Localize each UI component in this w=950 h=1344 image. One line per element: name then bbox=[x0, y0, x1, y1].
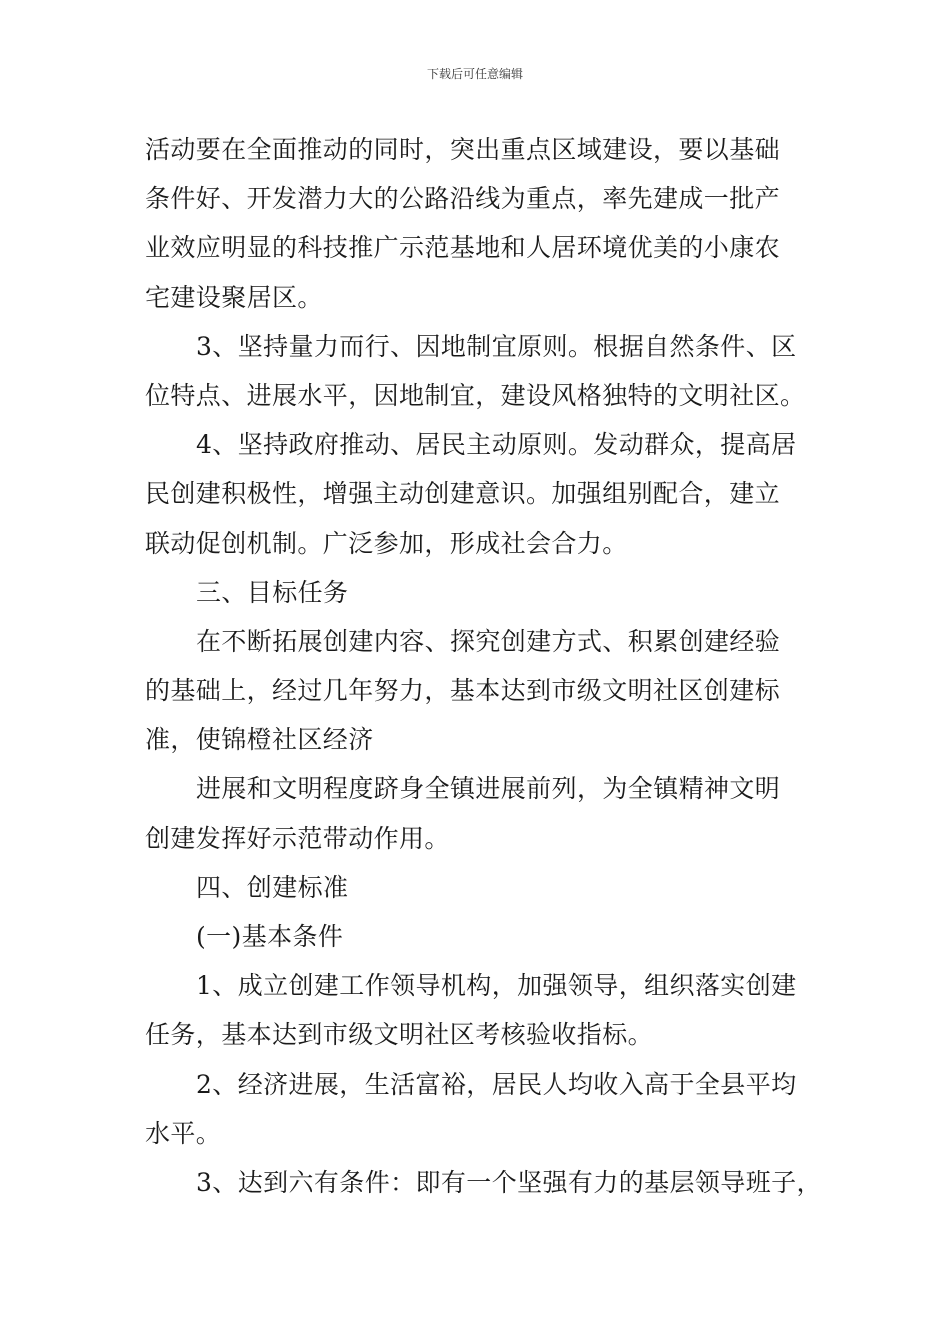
text-line: 联动促创机制。广泛参加，形成社会合力。 bbox=[145, 528, 628, 558]
text-line: 进展和文明程度跻身全镇进展前列，为全镇精神文明 bbox=[196, 774, 781, 804]
text-line: 民创建积极性，增强主动创建意识。加强组别配合，建立 bbox=[145, 479, 781, 509]
text-line: 任务，基本达到市级文明社区考核验收指标。 bbox=[145, 1020, 654, 1050]
document-body bbox=[145, 125, 822, 1207]
text-line: 的基础上，经过几年努力，基本达到市级文明社区创建标 bbox=[145, 676, 781, 706]
text-line: 3、坚持量力而行、因地制宜原则。根据自然条件、区 bbox=[196, 331, 797, 361]
text-line: 活动要在全面推动的同时，突出重点区域建设，要以基础 bbox=[145, 135, 781, 164]
text-line: 位特点、进展水平，因地制宜，建设风格独特的文明社区。 bbox=[145, 380, 806, 410]
text-line: 2、经济进展，生活富裕，居民人均收入高于全县平均 bbox=[196, 1069, 797, 1099]
text-line: 宅建设聚居区。 bbox=[145, 282, 323, 312]
subsection-heading: (一)基本条件 bbox=[196, 922, 344, 951]
text-line: 在不断拓展创建内容、探究创建方式、积累创建经验 bbox=[196, 626, 781, 656]
section-heading: 四、创建标准 bbox=[196, 872, 349, 902]
section-heading: 三、目标任务 bbox=[196, 577, 349, 607]
text-line: 3、达到六有条件：即有一个坚强有力的基层领导班子， bbox=[196, 1167, 822, 1197]
text-line: 准，使锦橙社区经济 bbox=[145, 725, 374, 755]
text-line: 业效应明显的科技推广示范基地和人居环境优美的小康农 bbox=[145, 233, 781, 263]
text-line: 水平。 bbox=[145, 1118, 222, 1148]
text-line: 1、成立创建工作领导机构，加强领导，组织落实创建 bbox=[196, 971, 797, 1001]
text-line: 创建发挥好示范带动作用。 bbox=[145, 823, 450, 853]
text-line: 条件好、开发潜力大的公路沿线为重点，率先建成一批产 bbox=[145, 184, 781, 214]
text-line: 4、坚持政府推动、居民主动原则。发动群众，提高居 bbox=[196, 430, 797, 460]
page-header: 下载后可任意编辑 bbox=[426, 67, 523, 81]
